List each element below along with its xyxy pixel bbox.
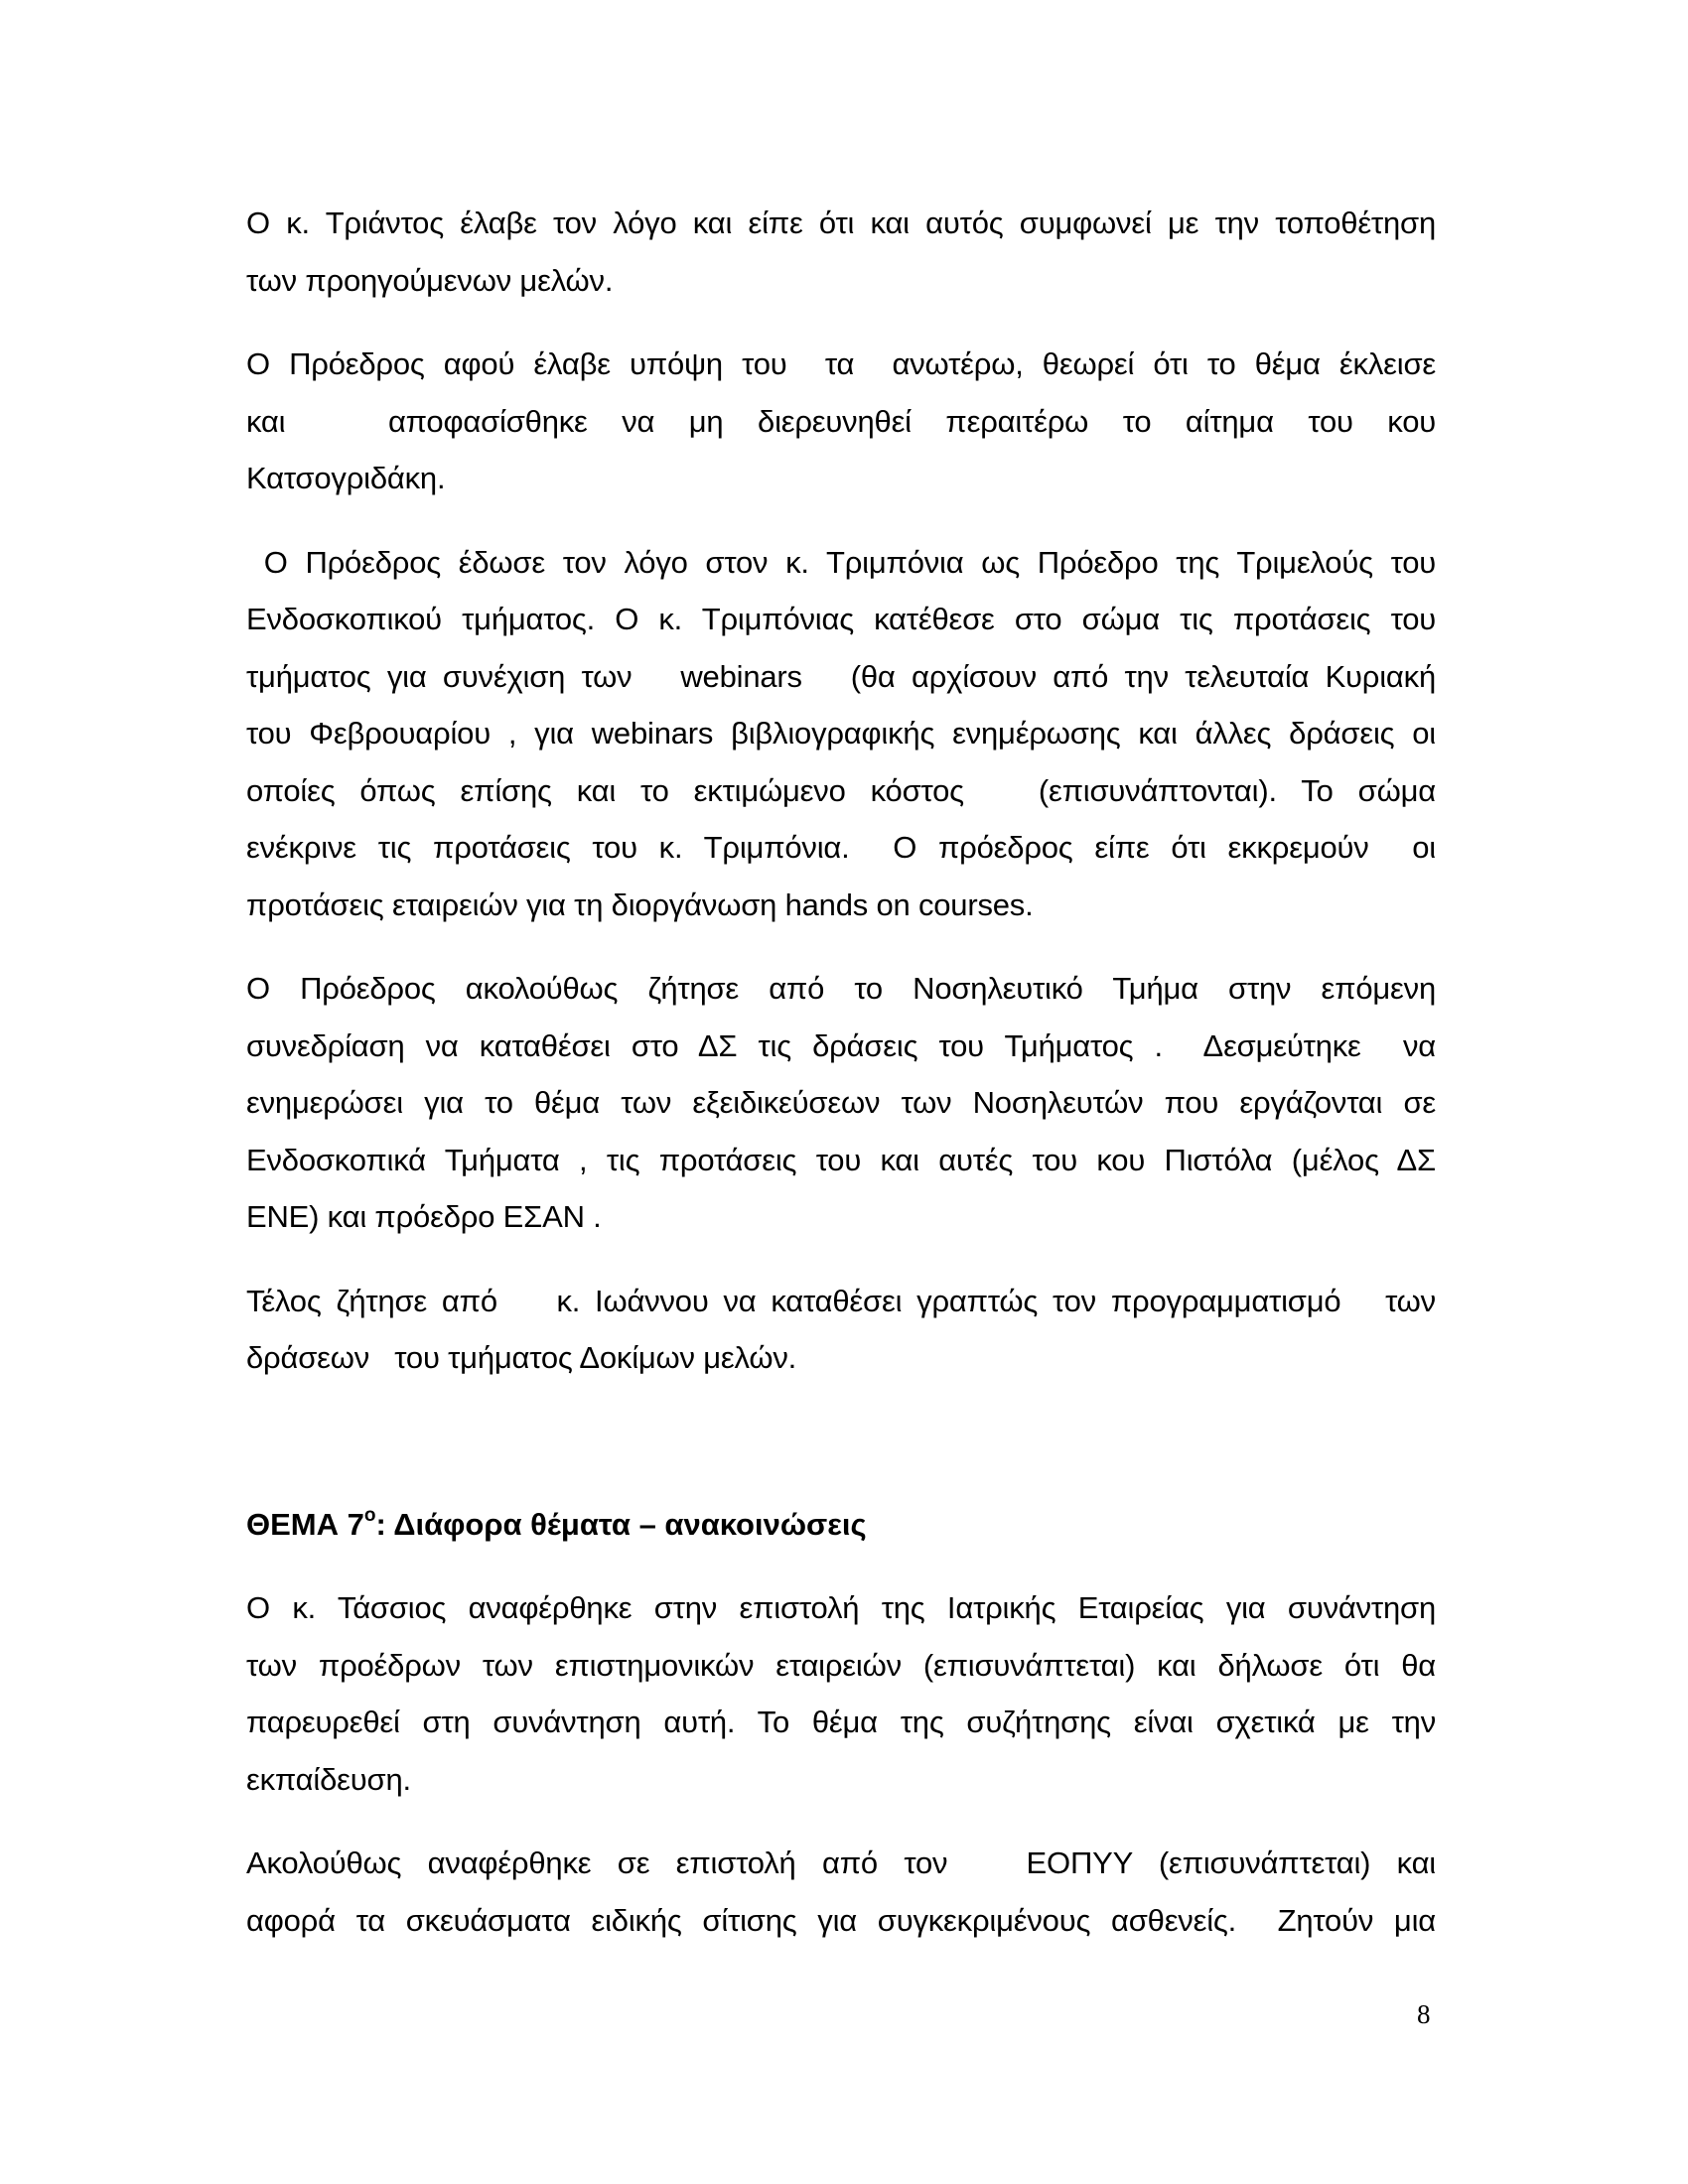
- heading-prefix: ΘΕΜΑ 7: [246, 1506, 364, 1542]
- heading-ordinal: ο: [363, 1505, 376, 1527]
- paragraph-spacer: [246, 933, 1436, 960]
- text-line: Ενδοσκοπικού τμήματος. Ο κ. Τριμπόνιας κατέθεσε στο σώμα τις προτάσεις του: [246, 602, 1436, 636]
- paragraph-spacer: [246, 309, 1436, 336]
- page-number: 8: [1417, 1999, 1431, 2029]
- paragraph-endoscopy-webinars: [246, 534, 1436, 934]
- section-heading: [246, 1496, 1436, 1554]
- page-body: [246, 195, 1436, 1949]
- paragraph-spacer: [246, 1553, 1436, 1579]
- text-line: Ενδοσκοπικά Τμήματα , τις προτάσεις του και αυτές του κου Πιστόλα (μέλος ΔΣ: [246, 1142, 1436, 1177]
- text-line: ΕΝΕ) και πρόεδρο ΕΣΑΝ .: [246, 1199, 602, 1234]
- paragraph-spacer: [246, 1808, 1436, 1835]
- text-line: προτάσεις εταιρειών για τη διοργάνωση hands on courses.: [246, 887, 1034, 922]
- text-line: παρευρεθεί στη συνάντηση αυτή. Το θέμα της συζήτησης είναι σχετικά με την: [246, 1705, 1436, 1739]
- text-line: ενημερώσει για το θέμα των εξειδικεύσεων των Νοσηλευτών που εργάζονται σε: [246, 1085, 1436, 1120]
- text-line: συνεδρίαση να καταθέσει στο ΔΣ τις δράσεις του Τμήματος . Δεσμεύτηκε να: [246, 1027, 1436, 1063]
- text-line: και αποφασίσθηκε να μη διερευνηθεί περαιτέρω το αίτημα του κου: [246, 403, 1436, 439]
- paragraph-tassios: [246, 1579, 1436, 1808]
- text-line: Ο Πρόεδρος αφού έλαβε υπόψη του τα ανωτέρω, θεωρεί ότι το θέμα έκλεισε: [246, 346, 1436, 381]
- paragraph-president-closed: [246, 336, 1436, 507]
- heading-title: : Διάφορα θέματα – ανακοινώσεις: [375, 1506, 867, 1542]
- text-line: των προηγούμενων μελών.: [246, 262, 614, 298]
- paragraph-spacer: [246, 507, 1436, 534]
- text-line: Τέλος ζήτησε από κ. Ιωάννου να καταθέσει γραπτώς τον προγραμματισμό των: [246, 1283, 1436, 1318]
- text-line: τμήματος για συνέχιση των webinars (θα αρχίσουν από την τελευταία Κυριακή: [246, 658, 1436, 694]
- text-line: Ακολούθως αναφέρθηκε σε επιστολή από τον ΕΟΠΥΥ (επισυνάπτεται) και: [246, 1845, 1436, 1880]
- text-line: Ο κ. Τάσσιος αναφέρθηκε στην επιστολή της Ιατρικής Εταιρείας για συνάντηση: [246, 1590, 1436, 1625]
- paragraph-nursing-department: [246, 960, 1436, 1246]
- text-line: εκπαίδευση.: [246, 1761, 411, 1797]
- text-line: αφορά τα σκευάσματα ειδικής σίτισης για συγκεκριμένους ασθενείς. Ζητούν μια: [246, 1902, 1436, 1938]
- section-spacer: [246, 1387, 1436, 1496]
- text-line: Κατσογριδάκη.: [246, 461, 446, 495]
- paragraph-triantos: [246, 195, 1436, 309]
- paragraph-spacer: [246, 1246, 1436, 1273]
- paragraph-eopyy: [246, 1835, 1436, 1949]
- text-line: οποίες όπως επίσης και το εκτιμώμενο κόστος (επισυνάπτονται). Το σώμα: [246, 772, 1436, 808]
- text-line: δράσεων του τμήματος Δοκίμων μελών.: [246, 1340, 797, 1375]
- paragraph-ioannou: [246, 1273, 1436, 1387]
- text-line: Ο Πρόεδρος ακολούθως ζήτησε από το Νοσηλευτικό Τμήμα στην επόμενη: [246, 971, 1436, 1006]
- text-line: των προέδρων των επιστημονικών εταιρειών (επισυνάπτεται) και δήλωσε ότι θα: [246, 1647, 1436, 1683]
- text-line: Ο Πρόεδρος έδωσε τον λόγο στον κ. Τριμπόνια ως Πρόεδρο της Τριμελούς του: [246, 544, 1436, 580]
- text-line: του Φεβρουαρίου , για webinars βιβλιογραφικής ενημέρωσης και άλλες δράσεις οι: [246, 716, 1436, 751]
- text-line: ενέκρινε τις προτάσεις του κ. Τριμπόνια. Ο πρόεδρος είπε ότι εκκρεμούν οι: [246, 830, 1436, 865]
- text-line: Ο κ. Τριάντος έλαβε τον λόγο και είπε ότι και αυτός συμφωνεί με την τοποθέτηση: [246, 205, 1436, 240]
